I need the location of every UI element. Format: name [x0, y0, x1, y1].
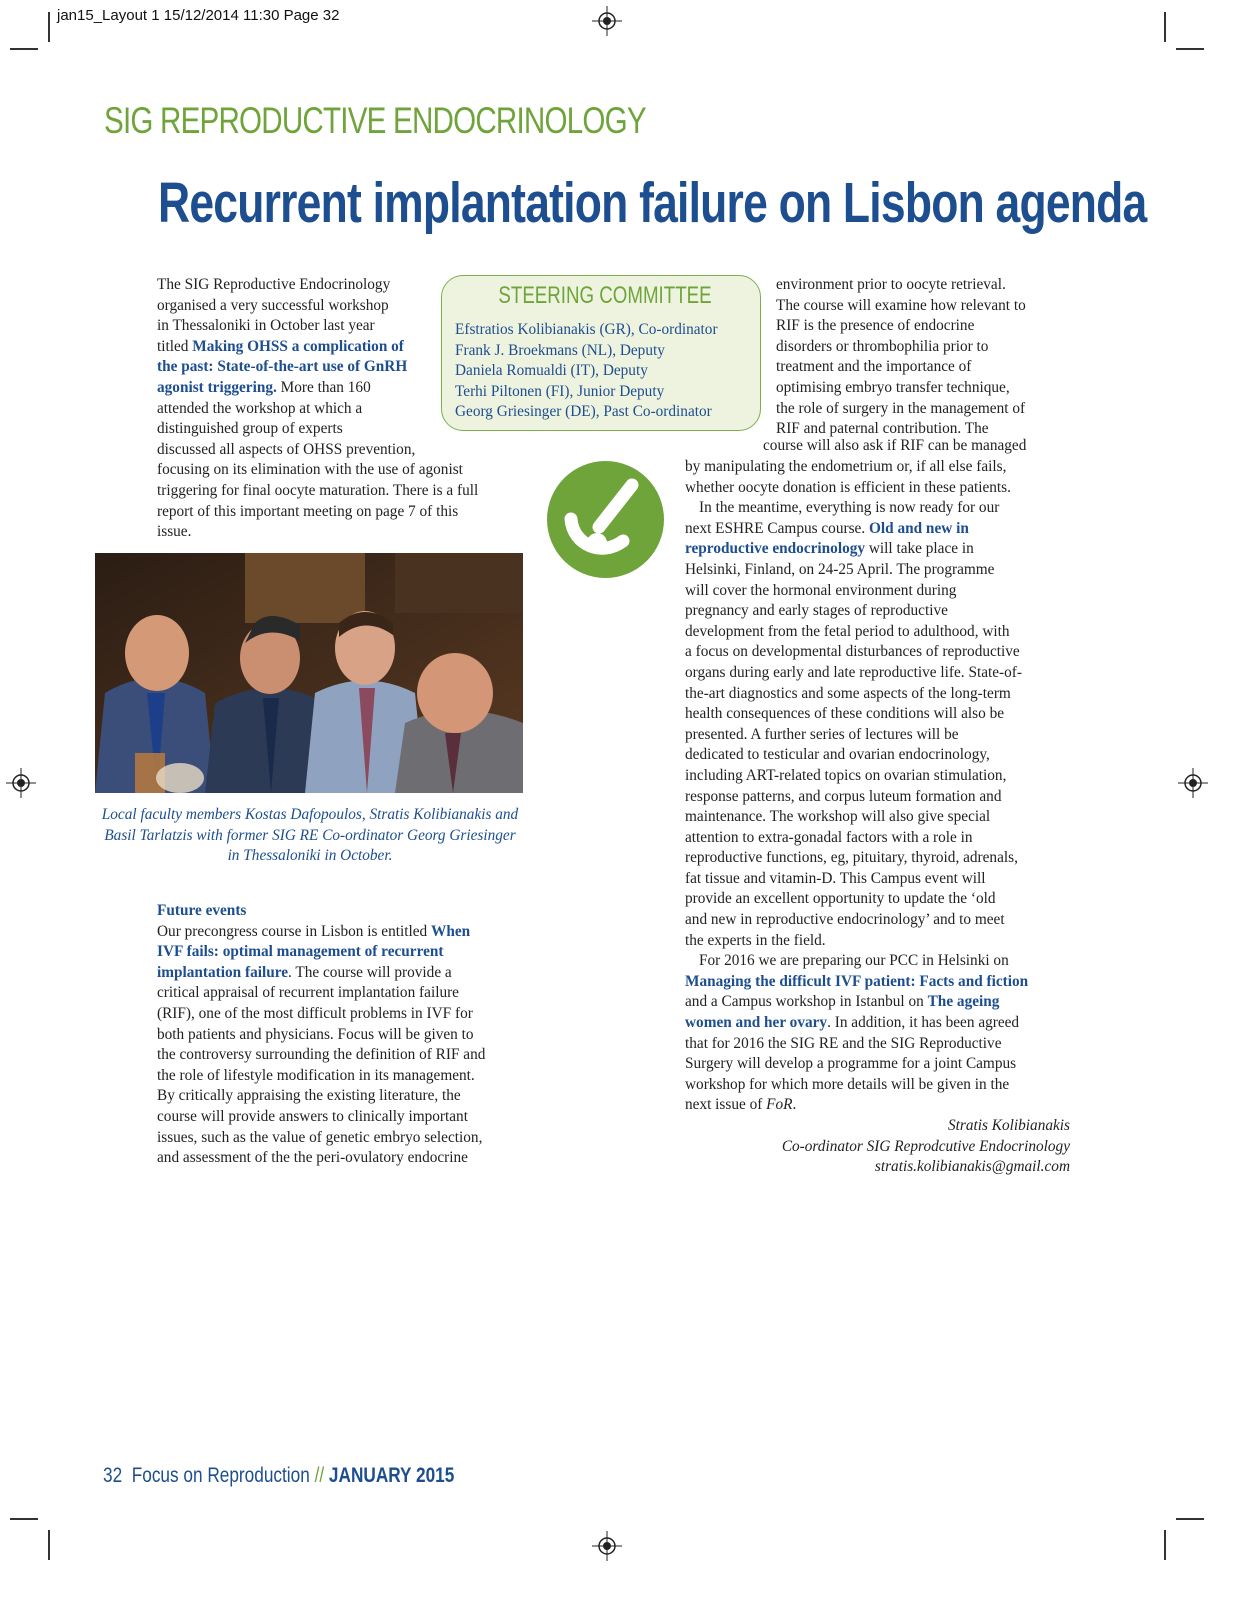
text-line: organs during early and late reproductive life. State-of-	[685, 663, 1022, 681]
text-span: next ESHRE Campus course.	[685, 519, 869, 537]
workshop-link[interactable]: Making OHSS a complication of	[192, 337, 404, 355]
section-heading: SIG REPRODUCTIVE ENDOCRINOLOGY	[104, 100, 646, 141]
text-line: By critically appraising the existing literature, the	[157, 1087, 461, 1105]
text-line: a focus on developmental disturbances of reproductive	[685, 643, 1020, 661]
crop-mark	[10, 1518, 38, 1520]
text-line: issue.	[157, 523, 192, 541]
text-line: organised a very successful workshop	[157, 296, 389, 314]
text-line: pregnancy and early stages of reproductive	[685, 602, 948, 620]
print-slug: jan15_Layout 1 15/12/2014 11:30 Page 32	[57, 7, 340, 24]
text-line	[685, 1013, 1070, 1034]
workshop-link[interactable]: agonist triggering.	[157, 378, 277, 396]
text-line: health consequences of these conditions will also be	[685, 705, 1005, 723]
text-line: attended the workshop at which a	[157, 399, 363, 417]
text-line: critical appraisal of recurrent implantation failure	[157, 984, 459, 1002]
text-line: that for 2016 the SIG RE and the SIG Reproductive	[685, 1034, 1002, 1052]
registration-mark-icon	[6, 768, 36, 798]
text-line: response patterns, and corpus luteum formation and	[685, 787, 1002, 805]
text-line: course will provide answers to clinically important	[157, 1107, 468, 1125]
text-line: by manipulating the endometrium or, if all else fails,	[685, 458, 1007, 475]
author-name: Stratis Kolibianakis	[948, 1117, 1070, 1134]
crop-mark	[1176, 48, 1204, 50]
committee-member: Daniela Romualdi (IT), Deputy	[455, 362, 648, 380]
text-line: For 2016 we are preparing our PCC in Helsinki on	[699, 952, 1009, 970]
workshop-istanbul-link[interactable]: The ageing	[927, 993, 1000, 1011]
text-line	[157, 963, 527, 984]
text-line	[685, 539, 1070, 560]
course-link[interactable]: implantation failure	[157, 963, 289, 981]
text-line: the controversy surrounding the definition of RIF and	[157, 1046, 486, 1064]
text-line: Helsinki, Finland, on 24-25 April. The programme	[685, 560, 995, 578]
author-role: Co-ordinator SIG Reprodcutive Endocrinology	[781, 1137, 1070, 1155]
crop-mark	[10, 48, 38, 50]
text-line: course will also ask if RIF can be managed	[763, 437, 1027, 454]
future-events-heading: Future events	[157, 902, 247, 919]
text-line: (RIF), one of the most difficult problems in IVF for	[157, 1004, 473, 1022]
committee-member: Terhi Piltonen (FI), Junior Deputy	[455, 382, 665, 400]
text-line: the role of lifestyle modification in its management.	[157, 1066, 475, 1084]
page-footer	[103, 1464, 454, 1488]
text-line: will cover the hormonal environment during	[685, 581, 957, 599]
text-span: . The course will provide a	[288, 963, 452, 981]
text-line: triggering for final oocyte maturation. There is a full	[157, 481, 479, 499]
sig-logo-icon	[547, 461, 664, 578]
crop-mark	[1164, 1530, 1166, 1560]
text-line: whether oocyte donation is efficient in these patients.	[685, 478, 1011, 496]
text-line: in Thessaloniki in October last year	[157, 317, 375, 335]
author-email[interactable]: stratis.kolibianakis@gmail.com	[874, 1158, 1070, 1176]
registration-mark-icon	[1178, 768, 1208, 798]
text-line: focusing on its elimination with the use of agonist	[157, 461, 463, 479]
text-line: disorders or thrombophilia prior to	[776, 337, 989, 355]
text-line: optimising embryo transfer technique,	[776, 378, 1010, 396]
issue-date: JANUARY 2015	[328, 1464, 455, 1487]
text-line	[685, 1095, 1070, 1116]
text-span: Our precongress course in Lisbon is entitled	[157, 922, 432, 940]
text-line: discussed all aspects of OHSS prevention,	[157, 440, 416, 458]
text-line: The SIG Reproductive Endocrinology	[157, 276, 391, 293]
text-line: treatment and the importance of	[776, 358, 972, 376]
text-line	[685, 992, 1070, 1013]
text-span: FoR	[766, 1096, 793, 1114]
text-span: and a Campus workshop in Istanbul on	[685, 993, 928, 1011]
workshop-istanbul-link[interactable]: women and her ovary	[685, 1014, 828, 1032]
crop-mark	[48, 1530, 50, 1560]
text-line: maintenance. The workshop will also give special	[685, 808, 991, 826]
committee-member: Efstratios Kolibianakis (GR), Co-ordinator	[455, 321, 718, 338]
photo-caption: Local faculty members Kostas Dafopoulos, Stratis Kolibianakis and Basil Tarlatzis with former SIG RE Co-ordinator Georg Griesinger in Thessaloniki in October.	[101, 806, 519, 865]
text-line	[157, 922, 527, 943]
text-line: provide an excellent opportunity to update the ‘old	[685, 890, 996, 908]
text-line: report of this important meeting on page 7 of this	[157, 502, 459, 520]
text-line: attention to extra-gonadal factors with a role in	[685, 828, 973, 846]
text-line	[685, 519, 1070, 540]
text-line: the-art diagnostics and some aspects of the long-term	[685, 684, 1011, 702]
crop-mark	[1176, 1518, 1204, 1520]
right-column-main	[685, 457, 1070, 1178]
text-line: distinguished group of experts	[157, 420, 343, 438]
text-line: Surgery will develop a programme for a joint Campus	[685, 1055, 1017, 1073]
faculty-photo	[95, 553, 523, 793]
text-line: and new in reproductive endocrinology’ and to meet	[685, 911, 1005, 929]
crop-mark	[48, 12, 50, 42]
text-line: reproductive functions, eg, pituitary, thyroid, adrenals,	[685, 849, 1018, 867]
course-link[interactable]: IVF fails: optimal management of recurrent	[157, 943, 444, 961]
text-span: next issue of	[685, 1096, 767, 1114]
registration-mark-icon	[592, 6, 622, 36]
text-line: development from the fetal period to adulthood, with	[685, 622, 1010, 640]
steering-committee-box	[441, 275, 761, 431]
committee-member: Georg Griesinger (DE), Past Co-ordinator	[455, 403, 712, 421]
committee-member: Frank J. Broekmans (NL), Deputy	[455, 341, 665, 359]
text-line: the role of surgery in the management of	[776, 399, 1026, 417]
text-line: the experts in the field.	[685, 931, 826, 949]
text-line: presented. A further series of lectures will be	[685, 725, 959, 743]
text-line: including ART-related topics on ovarian stimulation,	[685, 766, 1007, 784]
text-line: In the meantime, everything is now ready for our	[699, 499, 1000, 517]
text-line: dedicated to testicular and ovarian endocrinology,	[685, 746, 990, 764]
workshop-link[interactable]: the past: State-of-the-art use of GnRH	[157, 358, 408, 376]
text-line: and assessment of the the peri-ovulatory endocrine	[157, 1149, 468, 1167]
text-line: RIF is the presence of endocrine	[776, 317, 975, 335]
text-line: issues, such as the value of genetic embryo selection,	[157, 1128, 483, 1146]
future-events-section	[157, 901, 527, 1169]
page-number: 32	[103, 1464, 123, 1487]
text-line: The course will examine how relevant to	[776, 296, 1026, 314]
article-title: Recurrent implantation failure on Lisbon agenda	[158, 171, 1147, 235]
text-line: RIF and paternal contribution. The	[776, 420, 989, 438]
right-column-narrow	[776, 275, 1066, 440]
text-line: both patients and physicians. Focus will be given to	[157, 1025, 474, 1043]
course-link[interactable]: When	[431, 922, 471, 940]
committee-title: STEERING COMMITTEE	[498, 282, 712, 309]
text-span: .	[792, 1096, 797, 1114]
crop-mark	[1164, 12, 1166, 42]
campus-course-link[interactable]: reproductive endocrinology	[685, 540, 866, 558]
text-line: environment prior to oocyte retrieval.	[776, 276, 1006, 293]
photo-illustration	[95, 553, 523, 793]
footer-separator: //	[314, 1464, 325, 1487]
text-span: More than 160	[276, 378, 371, 396]
text-line: workshop for which more details will be given in the	[685, 1075, 1010, 1093]
text-span: . In addition, it has been agreed	[827, 1014, 1020, 1032]
text-span: will take place in	[865, 540, 974, 558]
registration-mark-icon	[592, 1531, 622, 1561]
text-line: fat tissue and vitamin-D. This Campus event will	[685, 869, 986, 887]
magazine-name: Focus on Reproduction	[131, 1464, 310, 1487]
text-span: titled	[157, 337, 193, 355]
campus-course-link[interactable]: Old and new in	[868, 519, 969, 537]
pcc-link[interactable]: Managing the difficult IVF patient: Facts and fiction	[685, 972, 1029, 990]
